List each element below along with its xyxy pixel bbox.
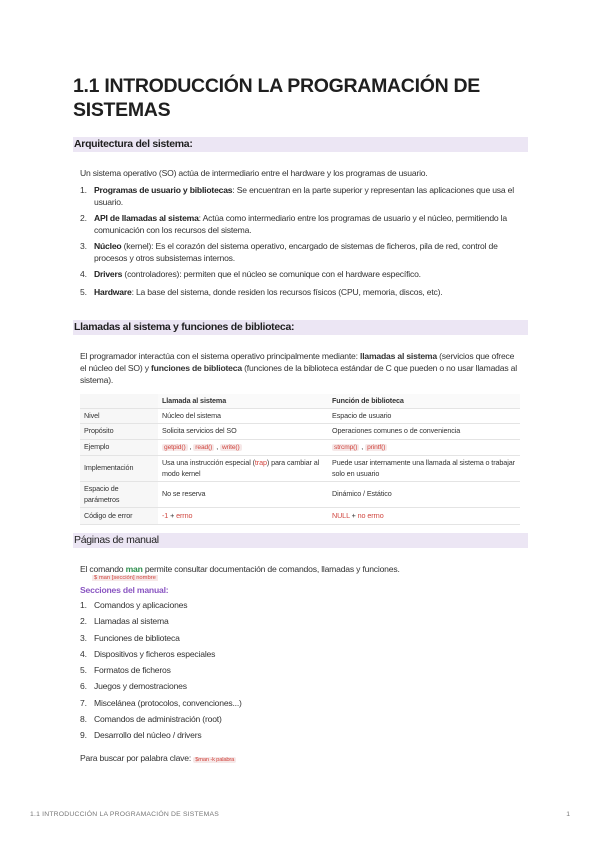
code-snippet: printf() [367, 443, 386, 451]
list-item: 5. Hardware: La base del sistema, donde residen los recursos físicos (CPU, memoria, discos, etc). [80, 287, 443, 297]
table-cell: Dinámico / Estático [328, 482, 520, 508]
table-cell: No se reserva [158, 482, 328, 508]
list-item: 1. Programas de usuario y bibliotecas: Se encuentran en la parte superior y representan las aplicaciones que usa el usuario. [80, 185, 514, 207]
list-item: 5. Formatos de ficheros [80, 665, 171, 676]
table-header: Llamada al sistema [158, 394, 328, 408]
section-heading-arquitectura: Arquitectura del sistema: [73, 137, 528, 152]
table-cell: Solicita servicios del SO [158, 424, 328, 440]
table-cell: Puede usar internamente una llamada al sistema o trabajar solo en usuario [328, 456, 520, 482]
table-cell: Espacio de parámetros [80, 482, 158, 508]
table-cell: Operaciones comunes o de conveniencia [328, 424, 520, 440]
page-number: 1 [566, 811, 570, 818]
table-row [80, 424, 520, 440]
table-row [80, 408, 520, 424]
list-item: 4. Dispositivos y ficheros especiales [80, 648, 216, 659]
list-item: 3. Funciones de biblioteca [80, 632, 180, 643]
list-item: 9. Desarrollo del núcleo / drivers [80, 730, 202, 741]
code-snippet: $man -k palabra [195, 757, 235, 763]
arquitectura-intro: Un sistema operativo (SO) actúa de intermediario entre el hardware y los programas de usuario. [80, 168, 428, 178]
table-cell: Propósito [80, 424, 158, 440]
arquitectura-list [80, 184, 520, 298]
section-heading-manual: Páginas de manual [73, 533, 528, 548]
manual-sections-list [80, 599, 380, 746]
list-item: 8. Comandos de administración (root) [80, 714, 222, 725]
table-cell: strcmp() , printf() [328, 439, 520, 456]
table-row [80, 482, 520, 508]
list-item: 6. Juegos y demostraciones [80, 681, 187, 692]
table-row [80, 508, 520, 525]
list-item: 3. Núcleo (kernel): Es el corazón del sistema operativo, encargado de sistemas de ficheros, pila de red, control de procesos y otros subsistemas internos. [80, 241, 498, 263]
table-cell: Ejemplo [80, 439, 158, 456]
code-snippet: read() [195, 443, 213, 451]
table-cell: Nivel [80, 408, 158, 424]
man-command: man [125, 564, 143, 574]
llamadas-intro: El programador interactúa con el sistema operativo principalmente mediante: llamadas al sistema (servicios que ofrece el núcleo del SO) y funciones de biblioteca (funciones de la biblioteca estándar de C que pueden o no usar llamadas al sistema). [80, 351, 517, 385]
list-item: 4. Drivers (controladores): permiten que el núcleo se comunique con el hardware específico. [80, 269, 421, 279]
page-title: 1.1 INTRODUCCIÓN LA PROGRAMACIÓN DE SISTEMAS [73, 75, 480, 121]
table-cell: getpid() , read() , write() [158, 439, 328, 456]
list-item: 1. Comandos y aplicaciones [80, 600, 188, 610]
manual-intro: El comando man permite consultar documentación de comandos, llamadas y funciones. [80, 564, 400, 574]
table-row [80, 456, 520, 482]
list-item: 2. API de llamadas al sistema: Actúa como intermediario entre los programas de usuario y el núcleo, permitiendo la comunicación con los recursos del sistema. [80, 213, 507, 235]
section-heading-llamadas: Llamadas al sistema y funciones de biblioteca: [73, 320, 528, 335]
table-header: Función de biblioteca [328, 394, 520, 408]
list-item: 2. Llamadas al sistema [80, 616, 169, 627]
table-cell: Usa una instrucción especial (trap) para cambiar al modo kernel [158, 456, 328, 482]
keyword-search-line: Para buscar por palabra clave: $man -k palabra [80, 753, 235, 763]
code-snippet: getpid() [164, 443, 186, 451]
table-header-row [80, 394, 520, 408]
man-syntax-code: $ man [sección] nombre [94, 575, 156, 581]
table-cell: Espacio de usuario [328, 408, 520, 424]
manual-subheading: Secciones del manual: [80, 585, 169, 595]
table-header [80, 394, 158, 408]
table-cell: Implementación [80, 456, 158, 482]
table-cell: Código de error [80, 508, 158, 525]
comparison-table [80, 394, 520, 525]
table-cell: Núcleo del sistema [158, 408, 328, 424]
code-snippet: strcmp() [334, 443, 358, 451]
code-snippet: write() [222, 443, 240, 451]
table-row [80, 439, 520, 456]
table-cell: -1 + errno [158, 508, 328, 525]
page-footer: 1.1 INTRODUCCIÓN LA PROGRAMACIÓN DE SISTEMAS [30, 811, 219, 818]
list-item: 7. Miscelánea (protocolos, convenciones...) [80, 697, 242, 708]
table-cell: NULL + no errno [328, 508, 520, 525]
